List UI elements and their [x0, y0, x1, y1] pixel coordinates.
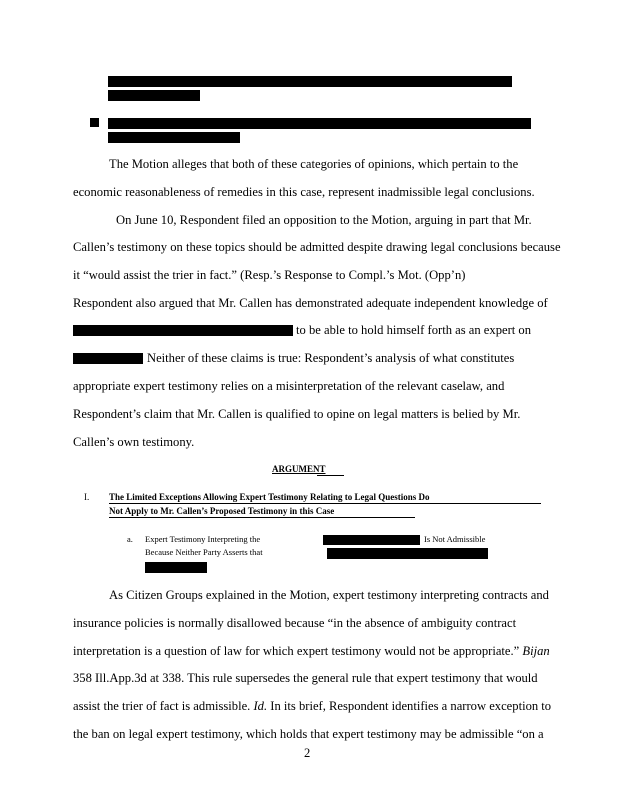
redaction-bar — [323, 535, 420, 545]
body-text-line: economic reasonableness of remedies in this case, represent inadmissible legal conclusions. — [73, 185, 535, 199]
underline-rule — [109, 503, 541, 504]
body-text-line: On June 10, Respondent filed an opposition to the Motion, arguing in part that Mr. — [116, 213, 532, 227]
body-text-line: The Motion alleges that both of these categories of opinions, which pertain to the — [109, 157, 519, 171]
body-text-line: to be able to hold himself forth as an expert on — [296, 323, 532, 337]
bullet-square-icon — [90, 118, 99, 127]
redaction-bar — [108, 132, 240, 143]
body-text-line: Neither of these claims is true: Respondent’s analysis of what constitutes — [147, 351, 515, 365]
body-text-line: 358 Ill.App.3d at 338. This rule supersedes the general rule that expert testimony that would — [73, 671, 538, 685]
body-text-line: the ban on legal expert testimony, which holds that expert testimony may be admissible “on a — [73, 727, 544, 741]
redaction-bar — [73, 353, 143, 364]
redaction-bar — [108, 76, 512, 87]
subheading-line: Is Not Admissible — [424, 534, 486, 544]
heading-number: I. — [84, 492, 90, 502]
subheading-line: Expert Testimony Interpreting the — [145, 534, 261, 544]
body-text-line: Callen’s testimony on these topics should be admitted despite drawing legal conclusions because — [73, 240, 561, 254]
body-text: In its brief, Respondent identifies a narrow exception to — [267, 699, 552, 713]
page-number: 2 — [304, 746, 311, 760]
body-text-line: Respondent also argued that Mr. Callen has demonstrated adequate independent knowledge of — [73, 296, 548, 310]
heading-title-line: The Limited Exceptions Allowing Expert Testimony Relating to Legal Questions Do — [109, 492, 430, 502]
body-text-line — [73, 643, 603, 659]
body-text-line — [73, 698, 603, 714]
section-heading: ARGUMENT — [272, 464, 326, 474]
body-text-line — [73, 267, 603, 283]
heading-title-line: Not Apply to Mr. Callen’s Proposed Testimony in this Case — [109, 506, 335, 516]
citation: Bijan — [522, 644, 550, 658]
body-text-line: Callen’s own testimony. — [73, 435, 195, 449]
redaction-bar — [73, 325, 293, 336]
redaction-bar — [108, 90, 200, 101]
redaction-bar — [327, 548, 488, 559]
body-text-line: Respondent’s claim that Mr. Callen is qualified to opine on legal matters is belied by Mr. — [73, 407, 521, 421]
body-text: assist the trier of fact is admissible. — [73, 699, 254, 713]
body-text: interpretation is a question of law for which expert testimony would not be appropriate.” — [73, 644, 523, 658]
redaction-bar — [145, 562, 207, 573]
body-text-line: As Citizen Groups explained in the Motion, expert testimony interpreting contracts and — [109, 588, 549, 602]
subheading-letter: a. — [127, 534, 133, 544]
underline-rule — [109, 517, 415, 518]
subheading-line: Because Neither Party Asserts that — [145, 547, 263, 557]
underline-rule — [317, 475, 344, 476]
citation: (Opp’n) — [424, 268, 466, 282]
body-text-line: insurance policies is normally disallowed because “in the absence of ambiguity contract — [73, 616, 517, 630]
body-text-line: appropriate expert testimony relies on a misinterpretation of the relevant caselaw, and — [73, 379, 505, 393]
redaction-bar — [108, 118, 531, 129]
body-text: it “would assist the trier in fact.” (Resp.’s Response to Compl.’s Mot. — [73, 268, 425, 282]
citation: Id. — [253, 699, 268, 713]
